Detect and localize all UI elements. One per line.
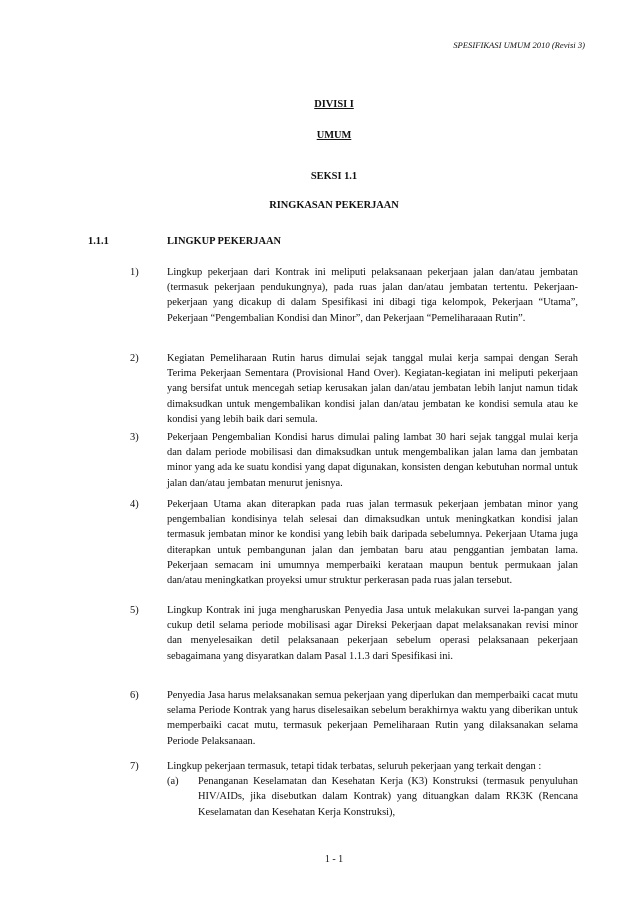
item-text: Pekerjaan Pengembalian Kondisi harus dimulai paling lambat 30 hari sejak tanggal mulai kerja dan dalam periode mobilisasi dan dimaksudkan untuk mengembalikan jalan lama dan jembatan minor yang ada ke suatu kondisi yang dapat digunakan, konsisten dengan kebutuhan normal untuk jalan dan/atau jembatan menurut jenisnya. [167,432,578,489]
item-text: Kegiatan Pemeliharaan Rutin harus dimulai sejak tanggal mulai kerja sampai dengan Serah Terima Pekerjaan Sementara (Provisional Hand Over). Kegiatan-kegiatan ini meliputi pekerjaan yang bersifat untuk mencegah setiap kerusakan jalan dan/atau jembatan lebih lanjut namun tidak dimaksudkan untuk mengembalikan kondisi jalan dan/atau jembatan ke kondisi semula atau ke kondisi yang lebih baik dari semula. [167,353,578,425]
item-text: Lingkup Kontrak ini juga mengharuskan Penyedia Jasa untuk melakukan survei la-pangan yang cukup detil selama periode mobilisasi agar Direksi Pekerjaan dapat melaksanakan revisi minor dan menyelesaikan detil pelaksanaan pekerjaan sebelum operasi pelaksanaan pekerjaan sebagaimana yang disyaratkan dalam Pasal 1.1.3 dari Spesifikasi ini. [167,605,578,662]
list-item [130,759,578,820]
list-item [130,497,578,588]
item-number: 2) [130,353,139,364]
division-heading: DIVISI I [314,99,354,110]
list-item [130,265,578,326]
list-item [130,351,578,427]
section-heading: SEKSI 1.1 [310,171,358,182]
item-number: 6) [130,690,139,701]
subsection-number: 1.1.1 [88,236,109,247]
item-number: 4) [130,499,139,510]
item-text: Lingkup pekerjaan dari Kontrak ini meliputi pelaksanaan pekerjaan jalan dan/atau jembatan (termasuk pekerjaan pendukungnya), pada ruas jalan dan/atau jembatan tertentu. Pekerjaan-pekerjaan yang dicakup di dalam Spesifikasi ini dibagi tiga kelompok, Pekerjaan “Utama”, Pekerjaan “Pengembalian Kondisi dan Minor”, dan Pekerjaan “Pemeliharaaan Rutin”. [167,267,578,324]
sub-item-text: Penanganan Keselamatan dan Kesehatan Kerja (K3) Konstruksi (termasuk penyuluhan HIV/AIDs, jika disebutkan dalam Kontrak) yang dituangkan dalam RK3K (Rencana Keselamatan dan Kesehatan Kerja Konstruksi), [198,776,578,818]
sub-item [167,774,578,820]
item-text: Penyedia Jasa harus melaksanakan semua pekerjaan yang diperlukan dan memperbaiki cacat mutu selama Periode Kontrak yang harus diselesaikan sebelum berakhirnya waktu yang diberikan untuk memperbaiki cacat mutu, termasuk pekerjaan Pemeliharaan Rutin yang dilaksanakan selama Periode Pelaksanaan. [167,690,578,747]
section-title: RINGKASAN PEKERJAAN [269,200,399,211]
subsection-title: LINGKUP PEKERJAAN [167,236,282,247]
item-number: 3) [130,432,139,443]
item-number: 5) [130,605,139,616]
list-item [130,688,578,749]
running-header: SPESIFIKASI UMUM 2010 (Revisi 3) [453,40,585,50]
list-item [130,603,578,664]
division-name: UMUM [316,130,352,141]
list-item [130,430,578,491]
page-number: 1 - 1 [324,854,344,865]
item-text: Lingkup pekerjaan termasuk, tetapi tidak terbatas, seluruh pekerjaan yang terkait dengan : [167,761,542,772]
item-number: 1) [130,267,139,278]
item-text: Pekerjaan Utama akan diterapkan pada ruas jalan termasuk pekerjaan jembatan minor yang pengembalian kondisinya telah selesai dan dimaksudkan untuk meningkatkan kondisi jalan termasuk jembatan minor ke kondisi yang lebih baik daripada sebelumnya. Pekerjaan Utama juga diterapkan untuk pembangunan jalan dan jembatan baru atau penggantian jembatan lama. Pekerjaan semacam ini umumnya memperbaiki kerataan maupun bentuk permukaan jalan dan/atau meningkatkan proyeksi umur struktur perkerasan pada ruas jalan tersebut. [167,499,578,587]
item-number: 7) [130,761,139,772]
sub-item-label: (a) [167,776,179,788]
